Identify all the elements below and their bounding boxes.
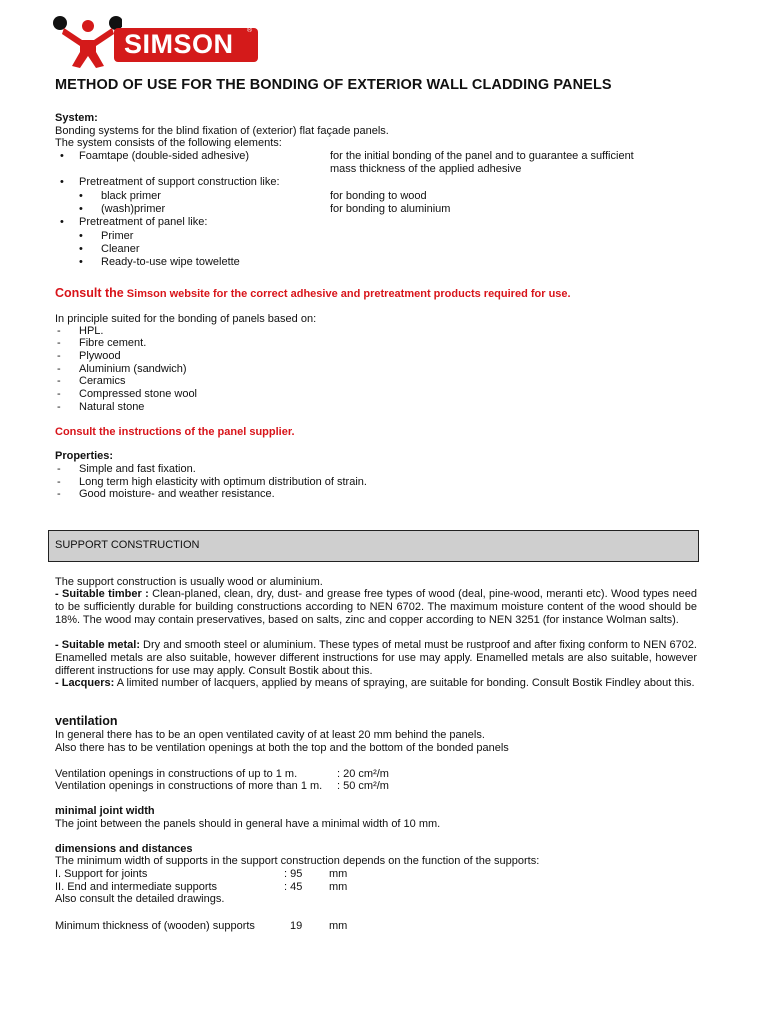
lacquers-text: A limited number of lacquers, applied by means of spraying, are suitable for bonding. Consult Bostik Findley about this. <box>114 677 695 689</box>
dash: - <box>57 388 61 400</box>
bullet: • <box>79 230 83 242</box>
joint-heading: minimal joint width <box>55 805 155 817</box>
dash: - <box>57 337 61 349</box>
bullet: • <box>79 243 83 255</box>
dash: - <box>57 325 61 337</box>
dimensions-row-2-label: II. End and intermediate supports <box>55 881 218 893</box>
consult-lead: Consult the <box>55 286 124 300</box>
dash: - <box>57 363 61 375</box>
lacquers-label: - Lacquers: <box>55 677 115 689</box>
dimensions-heading: dimensions and distances <box>55 843 193 855</box>
wash-primer-desc: for bonding to aluminium <box>330 203 451 215</box>
bullet: • <box>79 190 83 202</box>
section-header-label: SUPPORT CONSTRUCTION <box>55 539 200 551</box>
consult-rest: Simson website for the correct adhesive and pretreatment products required for use. <box>123 288 571 300</box>
ventilation-heading: ventilation <box>55 714 118 728</box>
pretreat-support-item: Pretreatment of support construction like: <box>79 176 280 188</box>
timber-text: Clean-planed, clean, dry, dust- and grease free types of wood (deal, pine-wood, meranti etc). Wood types need to be sufficiently durable for building constructions according to NEN 6702. The maximum moisture content of the wood should be 18%. The wood may contain preservatives, based on salts, zinc and copper according to NEN 3251 (for instance Wolman salts). <box>55 588 697 626</box>
foamtape-desc-2: mass thickness of the applied adhesive <box>330 163 522 175</box>
page-title: METHOD OF USE FOR THE BONDING OF EXTERIOR WALL CLADDING PANELS <box>55 77 612 93</box>
dimensions-row-1-unit: mm <box>329 868 348 880</box>
dimensions-row-2-value: : 45 <box>284 881 303 893</box>
panel-item-towelette: Ready-to-use wipe towelette <box>101 256 240 268</box>
metal-label: - Suitable metal: <box>55 639 140 651</box>
dash: - <box>57 375 61 387</box>
panel-item-primer: Primer <box>101 230 134 242</box>
bullet: • <box>79 256 83 268</box>
bullet: • <box>60 150 64 162</box>
panel-type-item: Natural stone <box>79 401 145 413</box>
support-lacquers-paragraph <box>55 677 697 690</box>
panel-type-item: Aluminium (sandwich) <box>79 363 187 375</box>
dash: - <box>57 463 61 475</box>
support-intro: The support construction is usually wood or aluminium. <box>55 576 323 588</box>
dash: - <box>57 488 61 500</box>
panel-item-cleaner: Cleaner <box>101 243 140 255</box>
property-item: Simple and fast fixation. <box>79 463 196 475</box>
panel-type-item: HPL. <box>79 325 104 337</box>
dash: - <box>57 476 61 488</box>
dimensions-row-2-unit: mm <box>329 881 348 893</box>
support-construction-section-header <box>48 530 699 562</box>
thickness-value: 19 <box>290 920 303 932</box>
bullet: • <box>79 203 83 215</box>
metal-text: Dry and smooth steel or aluminium. These types of metal must be rustproof and after fixing conform to NEN 6702. Enamelled metals are also suitable, however different instructions for use may apply. Enamelled metals are also suitable, however different instructions for use may apply. Consult Bostik about this. <box>55 639 697 677</box>
dash: - <box>57 401 61 413</box>
consult-website-note <box>55 286 571 300</box>
support-timber-paragraph <box>55 588 697 627</box>
properties-heading: Properties: <box>55 450 114 462</box>
property-item: Long term high elasticity with optimum distribution of strain. <box>79 476 367 488</box>
thickness-label: Minimum thickness of (wooden) supports <box>55 920 255 932</box>
panel-type-item: Fibre cement. <box>79 337 147 349</box>
thickness-unit: mm <box>329 920 348 932</box>
joint-text: The joint between the panels should in general have a minimal width of 10 mm. <box>55 818 441 830</box>
bullet: • <box>60 176 64 188</box>
ventilation-row-2-label: Ventilation openings in constructions of more than 1 m. <box>55 780 323 792</box>
support-metal-paragraph <box>55 639 697 678</box>
wash-primer-item: (wash)primer <box>101 203 166 215</box>
consult-supplier-note: Consult the instructions of the panel supplier. <box>55 426 295 438</box>
panel-type-item: Compressed stone wool <box>79 388 198 400</box>
foamtape-item: Foamtape (double-sided adhesive) <box>79 150 249 162</box>
panel-type-item: Plywood <box>79 350 121 362</box>
pretreat-panel-item: Pretreatment of panel like: <box>79 216 208 228</box>
black-primer-item: black primer <box>101 190 161 202</box>
simson-logo <box>52 14 262 70</box>
ventilation-line-2: Also there has to be ventilation openings at both the top and the bottom of the bonded panels <box>55 742 509 754</box>
timber-label: - Suitable timber : <box>55 588 149 600</box>
logo-wordmark: SIMSON <box>124 29 234 59</box>
bullet: • <box>60 216 64 228</box>
black-primer-desc: for bonding to wood <box>330 190 427 202</box>
dimensions-row-1-label: I. Support for joints <box>55 868 148 880</box>
dash: - <box>57 350 61 362</box>
panels-intro: In principle suited for the bonding of panels based on: <box>55 313 317 325</box>
system-line-2: The system consists of the following elements: <box>55 137 282 149</box>
panel-type-item: Ceramics <box>79 375 126 387</box>
ventilation-row-2-value: : 50 cm²/m <box>337 780 389 792</box>
dimensions-intro: The minimum width of supports in the support construction depends on the function of the supports: <box>55 855 540 867</box>
dimensions-drawings: Also consult the detailed drawings. <box>55 893 225 905</box>
ventilation-row-1-value: : 20 cm²/m <box>337 768 389 780</box>
logo-registered-mark: ® <box>247 27 253 34</box>
system-line-1: Bonding systems for the blind fixation of (exterior) flat façade panels. <box>55 125 389 137</box>
property-item: Good moisture- and weather resistance. <box>79 488 275 500</box>
simson-figure-icon <box>52 14 122 70</box>
ventilation-row-1-label: Ventilation openings in constructions of up to 1 m. <box>55 768 298 780</box>
dimensions-row-1-value: : 95 <box>284 868 303 880</box>
system-heading: System: <box>55 112 98 124</box>
ventilation-line-1: In general there has to be an open ventilated cavity of at least 20 mm behind the panels. <box>55 729 485 741</box>
foamtape-desc-1: for the initial bonding of the panel and to guarantee a sufficient <box>330 150 634 162</box>
